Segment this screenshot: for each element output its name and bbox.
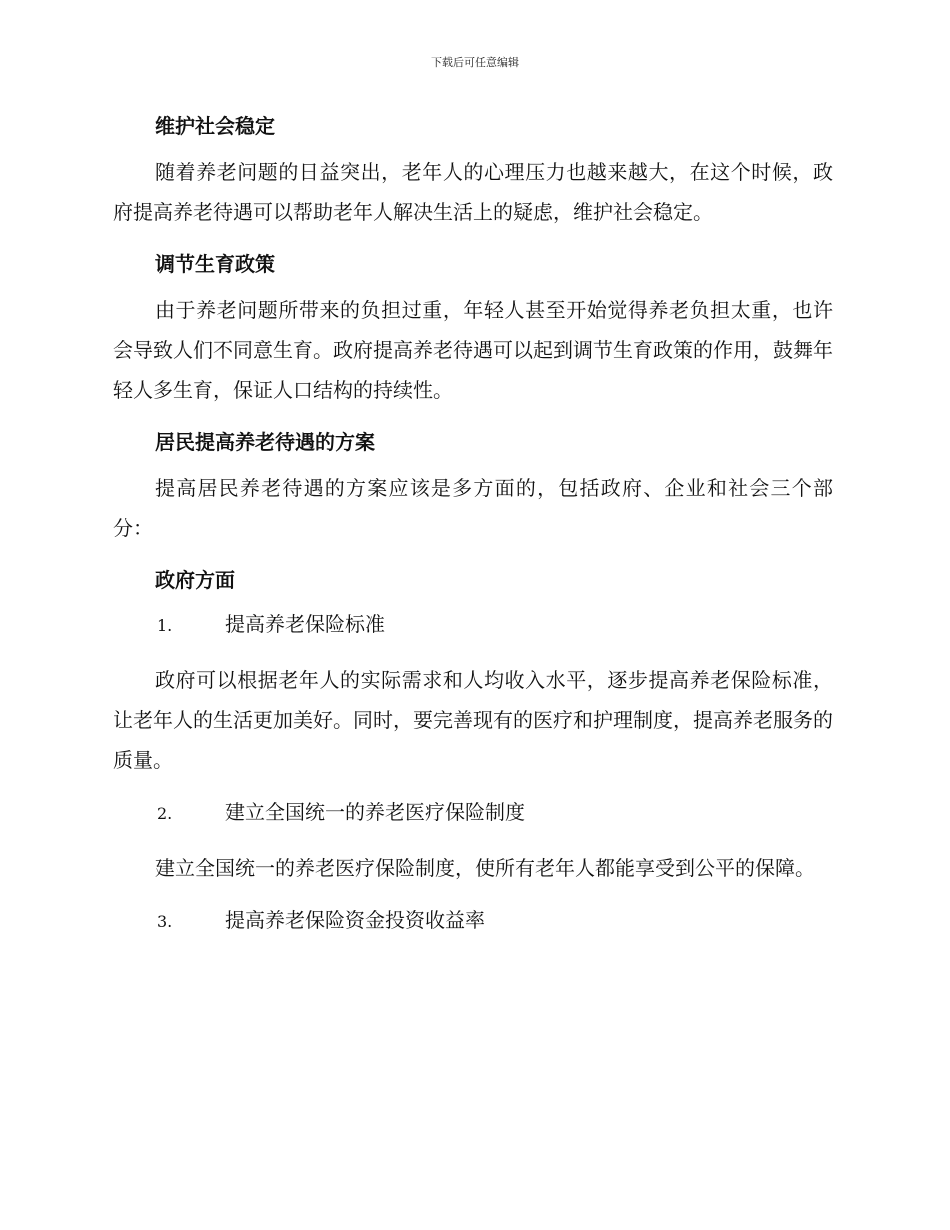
- list-item-title: 建立全国统一的养老医疗保险制度: [225, 800, 525, 824]
- paragraph-fertility-policy: 由于养老问题所带来的负担过重，年轻人甚至开始觉得养老负担太重，也许会导致人们不同意生育。政府提高养老待遇可以起到调节生育政策的作用，鼓舞年轻人多生育，保证人口结构的持续性。: [113, 298, 833, 402]
- section-heading-fertility-policy: 调节生育政策: [155, 252, 275, 276]
- list-item-number: 2.: [157, 804, 173, 823]
- section-heading-plan: 居民提高养老待遇的方案: [155, 430, 375, 454]
- list-item-number: 3.: [157, 912, 173, 931]
- list-item-1: [113, 606, 833, 644]
- section-heading-social-stability: 维护社会稳定: [155, 114, 275, 138]
- list-item-number: 1.: [157, 616, 173, 635]
- paragraph-item-2: 建立全国统一的养老医疗保险制度，使所有老年人都能享受到公平的保障。: [155, 856, 815, 880]
- section-heading-government: 政府方面: [155, 568, 235, 592]
- page-header: 下载后可任意编辑: [431, 56, 519, 69]
- paragraph-plan: 提高居民养老待遇的方案应该是多方面的，包括政府、企业和社会三个部分：: [113, 476, 833, 540]
- list-item-title: 提高养老保险标准: [225, 612, 385, 636]
- document-body: [113, 108, 833, 956]
- list-item-title: 提高养老保险资金投资收益率: [225, 908, 485, 932]
- paragraph-item-1: 政府可以根据老年人的实际需求和人均收入水平，逐步提高养老保险标准，让老年人的生活更加美好。同时，要完善现有的医疗和护理制度，提高养老服务的质量。: [113, 668, 833, 772]
- list-item-3: [113, 902, 833, 940]
- paragraph-social-stability: 随着养老问题的日益突出，老年人的心理压力也越来越大，在这个时候，政府提高养老待遇可以帮助老年人解决生活上的疑虑，维护社会稳定。: [113, 160, 833, 224]
- list-item-2: [113, 794, 833, 832]
